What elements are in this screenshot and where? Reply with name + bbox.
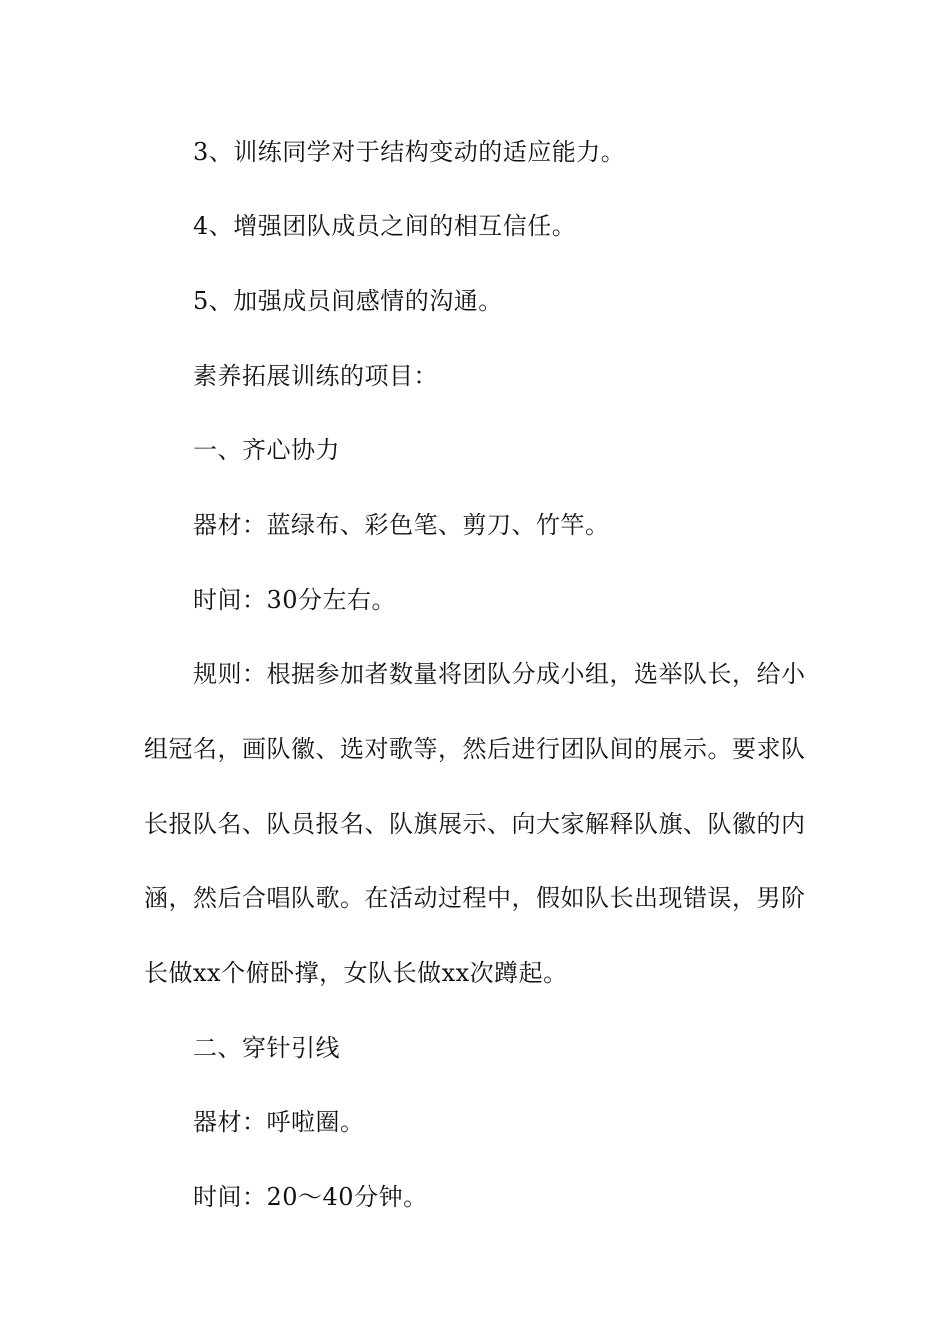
project-1-rules-line-1: 规则：根据参加者数量将团队分成小组，选举队长，给小	[193, 660, 806, 688]
project-heading-2: 二、穿针引线	[193, 1034, 340, 1062]
project-1-rules-line-5: 长做xx个俯卧撑，女队长做xx次蹲起。	[144, 959, 568, 987]
project-1-equipment: 器材：蓝绿布、彩色笔、剪刀、竹竿。	[193, 511, 610, 539]
project-heading-1: 一、齐心协力	[193, 436, 340, 464]
paragraph-goal-5: 5、加强成员间感情的沟通。	[193, 287, 503, 315]
project-1-rules-line-2: 组冠名，画队徽、选对歌等，然后进行团队间的展示。要求队	[144, 735, 806, 763]
section-heading-projects: 素养拓展训练的项目：	[193, 362, 438, 390]
project-1-time: 时间：30分左右。	[193, 586, 397, 614]
project-2-time: 时间：20～40分钟。	[193, 1183, 428, 1211]
project-1-rules-line-4: 涵，然后合唱队歌。在活动过程中，假如队长出现错误，男阶	[144, 884, 806, 912]
project-2-equipment: 器材：呼啦圈。	[193, 1108, 365, 1136]
paragraph-goal-3: 3、训练同学对于结构变动的适应能力。	[193, 138, 626, 166]
paragraph-goal-4: 4、增强团队成员之间的相互信任。	[193, 212, 577, 240]
project-1-rules-line-3: 长报队名、队员报名、队旗展示、向大家解释队旗、队徽的内	[144, 810, 806, 838]
